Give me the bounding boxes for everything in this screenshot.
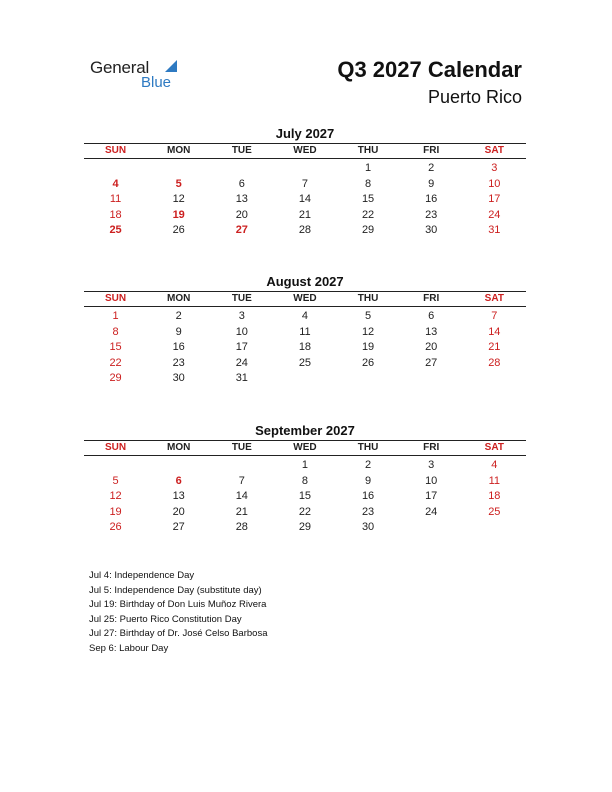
day-cell: 21 [488,341,501,353]
day-cell: 25 [488,505,501,518]
day-cell: 30 [172,372,185,384]
day-cell: 9 [428,177,435,190]
day-cell: 7 [238,474,245,487]
day-cell: 27 [172,521,185,533]
day-cell: 4 [491,459,498,471]
day-cell: 30 [425,224,438,236]
day-cell: 17 [235,341,248,353]
day-cell: 11 [488,474,501,487]
page-title: Q3 2027 Calendar [337,57,522,82]
day-cell: 29 [361,224,375,236]
day-cell: 24 [235,356,248,369]
day-cell: 29 [109,372,122,384]
weekday-header-mon: MON [167,442,191,453]
day-cell: 3 [491,162,498,174]
month-title: September 2027 [255,423,355,438]
day-cell: 28 [235,521,248,533]
empty-day-cell [210,161,273,177]
week-row [84,340,526,356]
weekday-header-sat: SAT [484,442,504,453]
day-cell: 22 [298,505,312,518]
day-cell: 3 [238,310,245,322]
weekday-header-sun: SUN [105,293,127,304]
weekday-header-mon: MON [167,293,191,304]
weekday-header-sun: SUN [105,442,127,453]
day-cell: 23 [172,356,185,369]
week-row [84,520,526,536]
day-cell: 9 [175,325,182,338]
holiday-item: Jul 27: Birthday of Dr. José Celso Barbosa [89,628,268,640]
weekday-header-fri: FRI [423,442,440,453]
day-cell: 10 [235,325,248,338]
day-cell: 2 [365,459,372,471]
day-cell: 25 [109,224,122,236]
day-cell: 8 [112,325,119,338]
day-cell: 5 [112,474,119,487]
day-cell: 7 [301,177,308,190]
empty-day-cell [400,371,463,387]
day-cell: 20 [425,341,438,353]
empty-day-cell [463,371,526,387]
weekday-header-fri: FRI [423,293,440,304]
day-cell: 19 [109,505,122,518]
day-cell: 1 [301,459,308,471]
day-cell: 28 [488,356,501,369]
empty-day-cell [84,161,147,177]
day-cell: 24 [488,208,501,221]
empty-day-cell [273,161,336,177]
day-cell: 23 [361,505,375,518]
day-cell: 4 [301,310,308,322]
day-cell: 2 [175,310,182,322]
day-cell: 15 [361,193,375,205]
day-cell: 8 [365,177,372,190]
day-cell: 5 [175,177,182,190]
empty-day-cell [84,458,147,474]
day-cell: 2 [428,162,435,174]
day-cell: 1 [112,310,119,322]
day-cell: 27 [425,356,438,369]
day-cell: 10 [488,177,501,190]
weekday-header-sat: SAT [484,293,504,304]
day-cell: 14 [488,325,501,338]
month-september [84,423,526,536]
day-cell: 16 [361,490,375,502]
day-cell: 3 [428,459,435,471]
weekday-header-thu: THU [357,145,379,156]
month-august [84,274,526,387]
week-row [84,371,526,387]
weekday-header-row [84,292,526,306]
weekday-header-sat: SAT [484,145,504,156]
week-row [84,489,526,505]
weekday-header-wed: WED [293,145,317,156]
day-cell: 5 [365,310,372,322]
day-cell: 22 [109,356,122,369]
week-row [84,356,526,372]
weekday-header-tue: TUE [231,145,252,156]
holiday-item: Sep 6: Labour Day [89,642,169,654]
empty-day-cell [337,371,400,387]
page-subtitle: Puerto Rico [427,87,522,107]
month-title: August 2027 [266,274,344,289]
weekday-header-tue: TUE [231,442,252,453]
week-row [84,161,526,177]
day-cell: 6 [238,177,245,190]
day-cell: 13 [235,193,248,205]
day-cell: 18 [109,208,122,221]
weekday-header-row [84,144,526,158]
weekday-header-fri: FRI [423,145,440,156]
empty-day-cell [210,458,273,474]
week-row [84,192,526,208]
empty-day-cell [400,520,463,536]
week-row [84,325,526,341]
day-cell: 31 [235,372,248,384]
day-cell: 15 [109,341,122,353]
logo-triangle-icon [165,60,177,72]
day-cell: 20 [172,505,185,518]
day-cell: 1 [365,162,372,174]
day-cell: 16 [172,341,185,353]
weekday-header-tue: TUE [231,293,252,304]
day-cell: 17 [425,490,438,502]
day-cell: 12 [109,490,122,502]
day-cell: 7 [491,310,498,322]
weekday-header-wed: WED [293,293,317,304]
day-cell: 23 [425,208,438,221]
day-cell: 26 [109,521,122,533]
day-cell: 6 [175,474,182,487]
holiday-item: Jul 25: Puerto Rico Constitution Day [89,613,242,625]
logo-word-blue: Blue [141,74,172,91]
day-cell: 25 [298,356,312,369]
empty-day-cell [273,371,336,387]
day-cell: 19 [172,208,185,221]
day-cell: 10 [425,474,438,487]
day-cell: 6 [428,310,435,322]
day-cell: 29 [298,521,312,533]
day-cell: 15 [298,490,312,502]
empty-day-cell [147,161,210,177]
week-row [84,458,526,474]
day-cell: 31 [488,224,501,236]
day-cell: 26 [361,356,375,369]
day-cell: 4 [112,177,119,190]
day-cell: 14 [298,193,312,205]
day-cell: 11 [109,193,122,205]
day-cell: 24 [425,505,438,518]
day-cell: 21 [235,505,248,518]
day-cell: 16 [425,193,438,205]
holiday-item: Jul 5: Independence Day (substitute day) [89,584,262,596]
day-cell: 22 [361,208,375,221]
day-cell: 21 [298,208,312,221]
day-cell: 18 [488,490,501,502]
day-cell: 30 [361,521,375,533]
week-row [84,208,526,224]
week-row [84,309,526,325]
day-cell: 20 [235,208,248,221]
day-cell: 17 [488,193,501,205]
weekday-header-row [84,441,526,455]
weekday-header-mon: MON [167,145,191,156]
week-row [84,505,526,521]
day-cell: 12 [172,193,185,205]
empty-day-cell [463,520,526,536]
day-cell: 8 [301,474,308,487]
holiday-item: Jul 4: Independence Day [89,570,195,581]
day-cell: 26 [172,224,185,236]
holiday-list [89,569,267,657]
generalblue-logo [90,58,190,92]
logo-word-general: General [90,58,150,77]
weekday-header-thu: THU [357,442,379,453]
weekday-header-wed: WED [293,442,317,453]
day-cell: 19 [361,341,375,353]
day-cell: 27 [235,224,248,236]
month-july [84,126,526,239]
day-cell: 13 [425,325,438,338]
weekday-header-sun: SUN [105,145,127,156]
day-cell: 11 [299,325,311,338]
day-cell: 18 [298,341,312,353]
week-row [84,177,526,193]
day-cell: 28 [298,224,312,236]
month-title: July 2027 [275,126,335,141]
holiday-item: Jul 19: Birthday of Don Luis Muñoz Rivera [89,599,267,611]
empty-day-cell [147,458,210,474]
week-row [84,223,526,239]
week-row [84,474,526,490]
day-cell: 9 [365,474,372,487]
weekday-header-thu: THU [357,293,379,304]
day-cell: 13 [172,490,185,502]
day-cell: 14 [235,490,248,502]
day-cell: 12 [361,325,375,338]
